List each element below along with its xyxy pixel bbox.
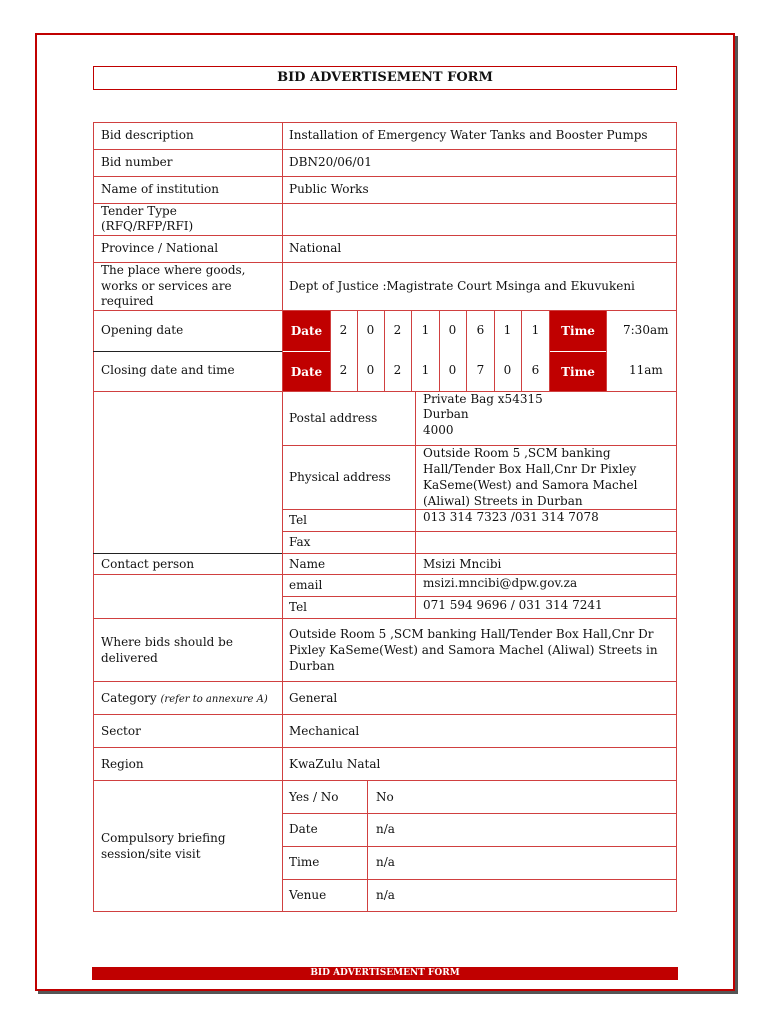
contact-tel-label: Tel bbox=[289, 600, 308, 614]
delivery-line: Outside Room 5 ,SCM banking Hall/Tender Box Hall,Cnr Dr bbox=[289, 627, 654, 641]
briefing-venue-label: Venue bbox=[289, 888, 327, 902]
opening-digit: 2 bbox=[393, 323, 402, 337]
briefing-yesno-value: No bbox=[376, 790, 394, 804]
contact-email-value: msizi.mncibi@dpw.gov.za bbox=[423, 576, 578, 590]
delivery-line: Durban bbox=[289, 659, 335, 673]
physical-address-line: (Aliwal) Streets in Durban bbox=[423, 494, 583, 508]
closing-digit: 0 bbox=[448, 363, 457, 377]
closing-digit: 0 bbox=[366, 363, 375, 377]
opening-digit: 6 bbox=[476, 323, 485, 337]
closing-digit: 6 bbox=[531, 363, 540, 377]
region-value: KwaZulu Natal bbox=[289, 757, 381, 771]
contact-name-label: Name bbox=[289, 557, 326, 571]
region-label: Region bbox=[101, 757, 144, 771]
place-label-2: works or services are bbox=[101, 279, 232, 293]
postal-address-line: Durban bbox=[423, 407, 469, 421]
contact-email-label: email bbox=[289, 578, 323, 592]
province-value: National bbox=[289, 241, 342, 255]
closing-date-label: Closing date and time bbox=[101, 363, 235, 377]
institution-value: Public Works bbox=[289, 182, 369, 196]
delivery-line: Pixley KaSeme(West) and Samora Machel (Aliwal) Streets in bbox=[289, 643, 658, 657]
contact-person-label: Contact person bbox=[101, 557, 195, 571]
bid-number-label: Bid number bbox=[101, 155, 173, 169]
address-tel-label: Tel bbox=[289, 513, 308, 527]
opening-digit: 1 bbox=[503, 323, 512, 337]
closing-digit: 2 bbox=[339, 363, 348, 377]
postal-address-line: 4000 bbox=[423, 423, 454, 437]
briefing-time-label: Time bbox=[289, 855, 320, 869]
tender-type-label-2: (RFQ/RFP/RFI) bbox=[101, 219, 194, 233]
physical-address-line: KaSeme(West) and Samora Machel bbox=[423, 478, 638, 492]
address-tel-value: 013 314 7323 /031 314 7078 bbox=[423, 510, 599, 524]
province-label: Province / National bbox=[101, 241, 219, 255]
footer-bar: BID ADVERTISEMENT FORM bbox=[92, 967, 678, 980]
category-label bbox=[101, 691, 268, 708]
physical-address-line: Outside Room 5 ,SCM banking bbox=[423, 446, 611, 460]
opening-digit: 2 bbox=[339, 323, 348, 337]
place-value: Dept of Justice :Magistrate Court Msinga and Ekuvukeni bbox=[289, 279, 635, 293]
opening-digit: 0 bbox=[366, 323, 375, 337]
contact-tel-value: 071 594 9696 / 031 314 7241 bbox=[423, 598, 603, 612]
briefing-label-1: Compulsory briefing bbox=[101, 831, 226, 845]
category-label-text: Category bbox=[101, 691, 157, 705]
briefing-yesno-label: Yes / No bbox=[289, 790, 339, 804]
closing-date-tag: Date bbox=[283, 352, 330, 391]
contact-name-value: Msizi Mncibi bbox=[423, 557, 502, 571]
closing-digit: 1 bbox=[421, 363, 430, 377]
tender-type-label-1: Tender Type bbox=[101, 204, 177, 218]
sector-label: Sector bbox=[101, 724, 141, 738]
opening-time-tag: Time bbox=[550, 311, 606, 351]
briefing-label-2: session/site visit bbox=[101, 847, 201, 861]
category-note: (refer to annexure A) bbox=[160, 694, 268, 705]
opening-digit: 0 bbox=[448, 323, 457, 337]
opening-date-tag: Date bbox=[283, 311, 330, 351]
closing-digit: 2 bbox=[393, 363, 402, 377]
physical-address-line: Hall/Tender Box Hall,Cnr Dr Pixley bbox=[423, 462, 637, 476]
briefing-date-value: n/a bbox=[376, 822, 395, 836]
closing-time-tag: Time bbox=[550, 352, 606, 391]
opening-digit: 1 bbox=[421, 323, 430, 337]
bid-description-value: Installation of Emergency Water Tanks and Booster Pumps bbox=[289, 128, 648, 142]
briefing-time-value: n/a bbox=[376, 855, 395, 869]
form-title: BID ADVERTISEMENT FORM bbox=[93, 66, 677, 90]
opening-digit: 1 bbox=[531, 323, 540, 337]
closing-digit: 0 bbox=[503, 363, 512, 377]
category-value: General bbox=[289, 691, 338, 705]
closing-digit: 7 bbox=[476, 363, 485, 377]
closing-time-value: 11am bbox=[629, 363, 663, 377]
briefing-date-label: Date bbox=[289, 822, 318, 836]
postal-address-label: Postal address bbox=[289, 411, 378, 425]
delivery-label-1: Where bids should be bbox=[101, 635, 233, 649]
sector-value: Mechanical bbox=[289, 724, 360, 738]
opening-date-label: Opening date bbox=[101, 323, 184, 337]
delivery-label-2: delivered bbox=[101, 651, 158, 665]
bid-number-value: DBN20/06/01 bbox=[289, 155, 372, 169]
briefing-venue-value: n/a bbox=[376, 888, 395, 902]
opening-time-value: 7:30am bbox=[623, 323, 669, 337]
address-fax-label: Fax bbox=[289, 535, 311, 549]
place-label-3: required bbox=[101, 294, 154, 308]
place-label-1: The place where goods, bbox=[101, 263, 246, 277]
institution-label: Name of institution bbox=[101, 182, 219, 196]
postal-address-line: Private Bag x54315 bbox=[423, 392, 543, 406]
bid-description-label: Bid description bbox=[101, 128, 194, 142]
physical-address-label: Physical address bbox=[289, 470, 391, 484]
